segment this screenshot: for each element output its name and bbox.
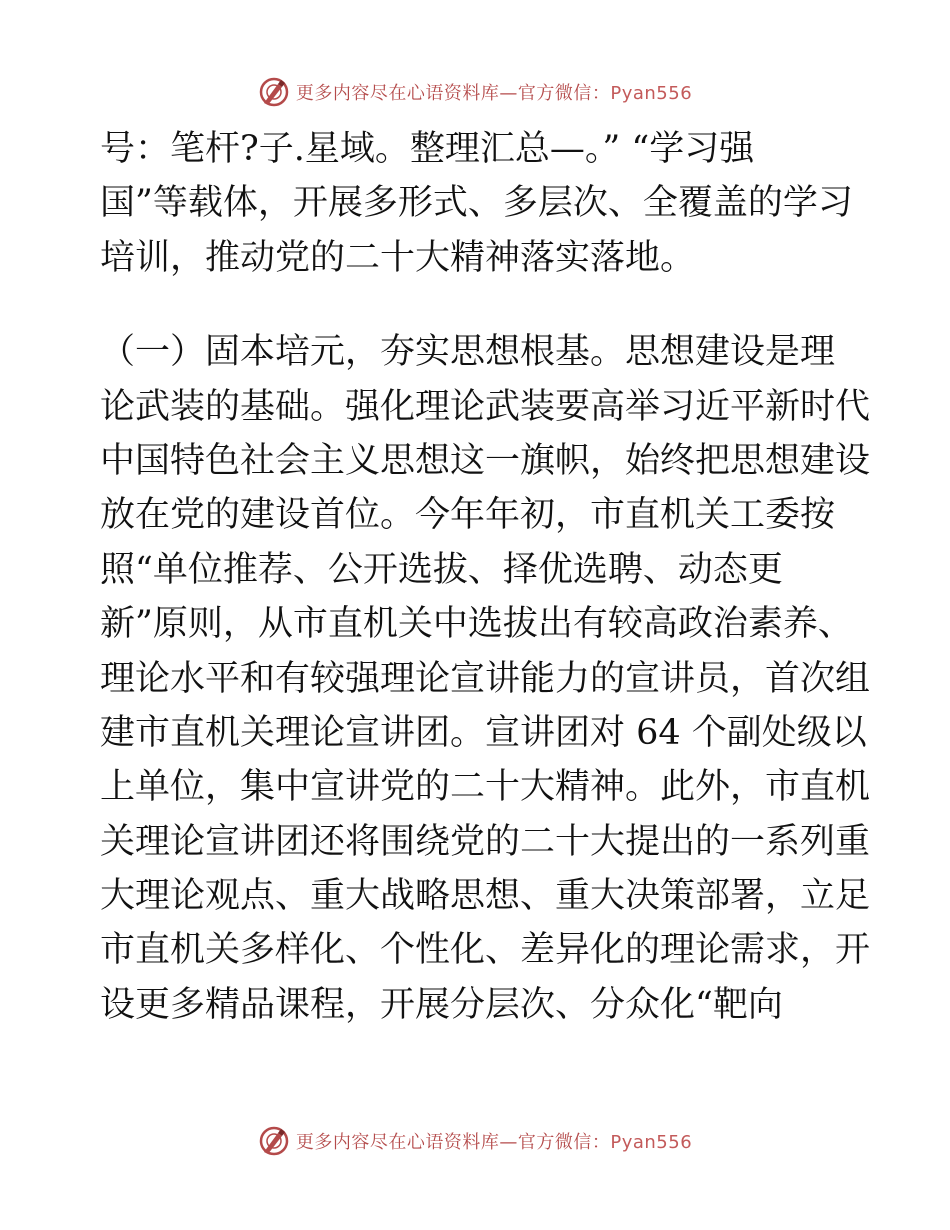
- document-body: [100, 122, 871, 1032]
- watermark-site: 更多内容尽在心语资料库: [295, 83, 500, 104]
- text-line: 市直机关多样化、个性化、差异化的理论需求，开: [100, 930, 871, 971]
- watermark-text: [296, 79, 692, 105]
- watermark-site: 更多内容尽在心语资料库: [295, 1132, 500, 1153]
- text-line: 上单位，集中宣讲党的二十大精神。此外，市直机: [100, 767, 871, 808]
- paragraph: [100, 122, 853, 285]
- watermark-dash: —: [499, 83, 518, 104]
- text-line: 照“单位推荐、公开选拔、择优选聘、动态更: [100, 549, 783, 590]
- pen-logo-icon: [258, 76, 290, 108]
- text-line: 培训，推动党的二十大精神落实落地。: [100, 237, 696, 278]
- text-line: （一）固本培元，夯实思想根基。思想建设是理: [100, 332, 836, 373]
- text-line: 理论水平和有较强理论宣讲能力的宣讲员，首次组: [100, 658, 871, 699]
- paragraph-gap: [100, 285, 850, 325]
- watermark-text: [296, 1128, 692, 1154]
- text-line: 建市直机关理论宣讲团。宣讲团对 64 个副处级以: [100, 712, 867, 753]
- pen-logo-icon: [258, 1125, 290, 1157]
- text-line: 设更多精品课程，开展分层次、分众化“靶向: [100, 984, 783, 1025]
- text-line: 号：笔杆?子.星域。整理汇总—。” “学习强: [100, 129, 755, 169]
- watermark-id: Pyan556: [610, 1132, 693, 1153]
- watermark-label: 官方微信：: [517, 83, 611, 104]
- watermark-id: Pyan556: [610, 83, 693, 104]
- watermark-dash: —: [499, 1132, 518, 1153]
- header-watermark: [0, 72, 950, 112]
- footer-watermark: [0, 1121, 950, 1161]
- watermark-label: 官方微信：: [517, 1132, 611, 1153]
- text-line: 论武装的基础。强化理论武装要高举习近平新时代: [100, 386, 871, 427]
- paragraph: [100, 325, 871, 1032]
- text-line: 大理论观点、重大战略思想、重大决策部署，立足: [100, 876, 871, 917]
- text-line: 中国特色社会主义思想这一旗帜，始终把思想建设: [100, 440, 871, 481]
- text-line: 关理论宣讲团还将围绕党的二十大提出的一系列重: [100, 821, 871, 862]
- text-line: 放在党的建设首位。今年年初，市直机关工委按: [100, 495, 836, 536]
- text-line: 新”原则，从市直机关中选拔出有较高政治素养、: [100, 604, 853, 645]
- text-line: 国”等载体，开展多形式、多层次、全覆盖的学习: [100, 183, 853, 224]
